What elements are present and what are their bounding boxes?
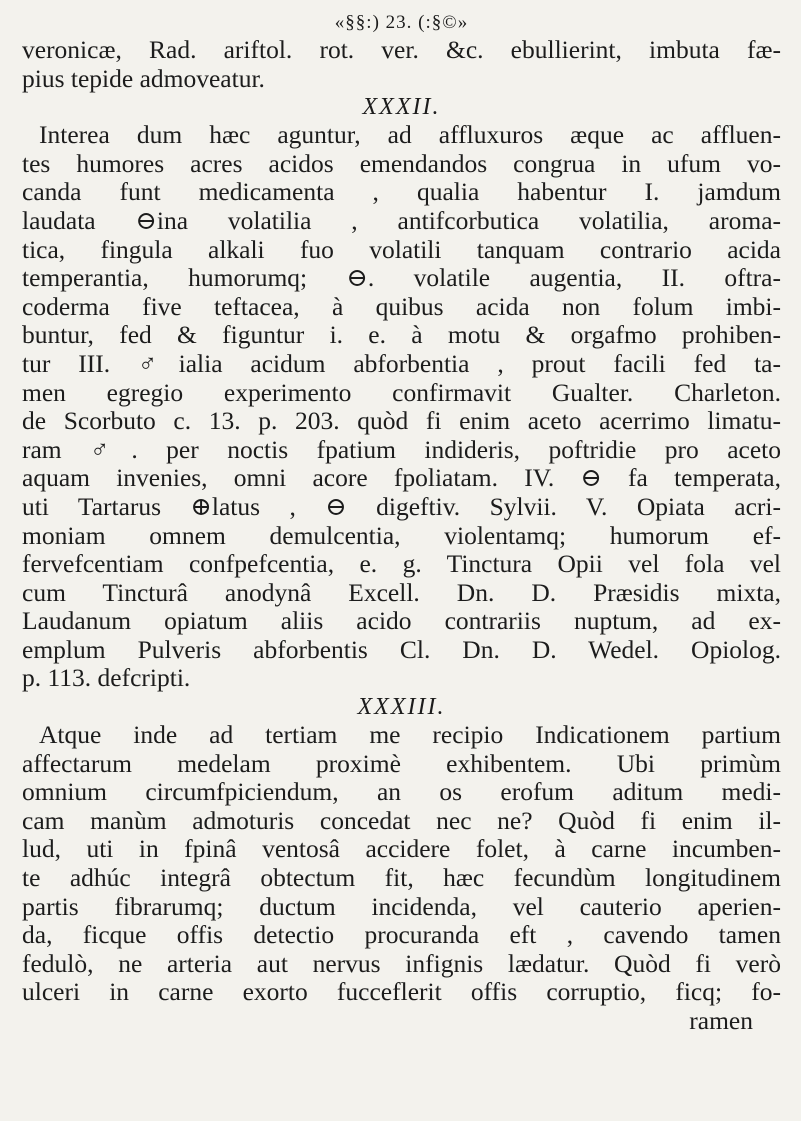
text-line: aquam invenies, omni acore fpoliatam. IV. ⊖ fa temperata, — [22, 464, 781, 493]
text-line: omnium circumfpiciendum, an os erofum aditum medi- — [22, 778, 781, 807]
text-line: veronicæ, Rad. ariftol. rot. ver. &c. ebullierint, imbuta fæ- — [22, 36, 781, 64]
text-line: de Scorbuto c. 13. p. 203. quòd fi enim aceto acerrimo limatu- — [22, 407, 781, 436]
text-line: partis fibrarumq; ductum incidenda, vel cauterio aperien- — [22, 892, 781, 921]
text-line: fervefcentiam confpefcentia, e. g. Tinctura Opii vel fola vel — [22, 550, 781, 579]
text-line: lud, uti in fpinâ ventosâ accidere folet, à carne incumben- — [22, 835, 781, 864]
text-line: ram ♂. per noctis fpatium indideris, poftridie pro aceto — [22, 435, 781, 464]
text-line: da, ficque offis detectio procuranda eft , cavendo tamen — [22, 921, 781, 950]
text-line: tur III. ♂ialia acidum abforbentia , prout facili fed ta- — [22, 349, 781, 378]
text-line: coderma five teftacea, à quibus acida non folum imbi- — [22, 292, 781, 321]
text-line: Laudanum opiatum aliis acido contrariis nuptum, ad ex- — [22, 607, 781, 636]
text-line: Interea dum hæc aguntur, ad affluxuros æque ac affluen- — [39, 121, 781, 150]
text-line: cam manùm admoturis concedat nec ne? Quòd fi enim il- — [22, 806, 781, 835]
section-number: XXXIII. — [357, 694, 446, 721]
page-header: «§§:) 23. (:§©» — [334, 12, 469, 33]
text-line: affectarum medelam proximè exhibentem. Ubi primùm — [22, 749, 781, 778]
text-line: pius tepide admoveatur. — [22, 64, 265, 93]
text-line: uti Tartarus ⊕latus , ⊖ digeftiv. Sylvii. V. Opiata acri- — [22, 492, 781, 521]
text-line: tica, fingula alkali fuo volatili tanquam contrario acida — [22, 235, 781, 264]
text-line: laudata ⊖ina volatilia , antifcorbutica volatilia, aroma- — [22, 206, 781, 235]
text-line: moniam omnem demulcentia, violentamq; humorum ef- — [22, 521, 781, 550]
catchword: ramen — [689, 1006, 753, 1035]
text-line: buntur, fed & figuntur i. e. à motu & orgafmo prohiben- — [22, 321, 781, 350]
text-line: temperantia, humorumq; ⊖. volatile augentia, II. oftra- — [22, 264, 781, 293]
text-line: te adhúc integrâ obtectum fit, hæc fecundùm longitudinem — [22, 864, 781, 893]
text-line: Atque inde ad tertiam me recipio Indicationem partium — [39, 721, 781, 750]
text-line: canda funt medicamenta , qualia habentur I. jamdum — [22, 178, 781, 207]
section-number: XXXII. — [362, 94, 441, 121]
text-line: cum Tincturâ anodynâ Excell. Dn. D. Præsidis mixta, — [22, 578, 781, 607]
text-line: tes humores acres acidos emendandos congrua in ufum vo- — [22, 149, 781, 178]
text-line: men egregio experimento confirmavit Gualter. Charleton. — [22, 378, 781, 407]
text-line: ulceri in carne exorto fucceflerit offis corruptio, ficq; fo- — [22, 978, 781, 1007]
text-line: emplum Pulveris abforbentis Cl. Dn. D. Wedel. Opiolog. — [22, 635, 781, 664]
text-line: fedulò, ne arteria aut nervus infignis lædatur. Quòd fi verò — [22, 949, 781, 978]
text-line: p. 113. defcripti. — [22, 664, 191, 693]
